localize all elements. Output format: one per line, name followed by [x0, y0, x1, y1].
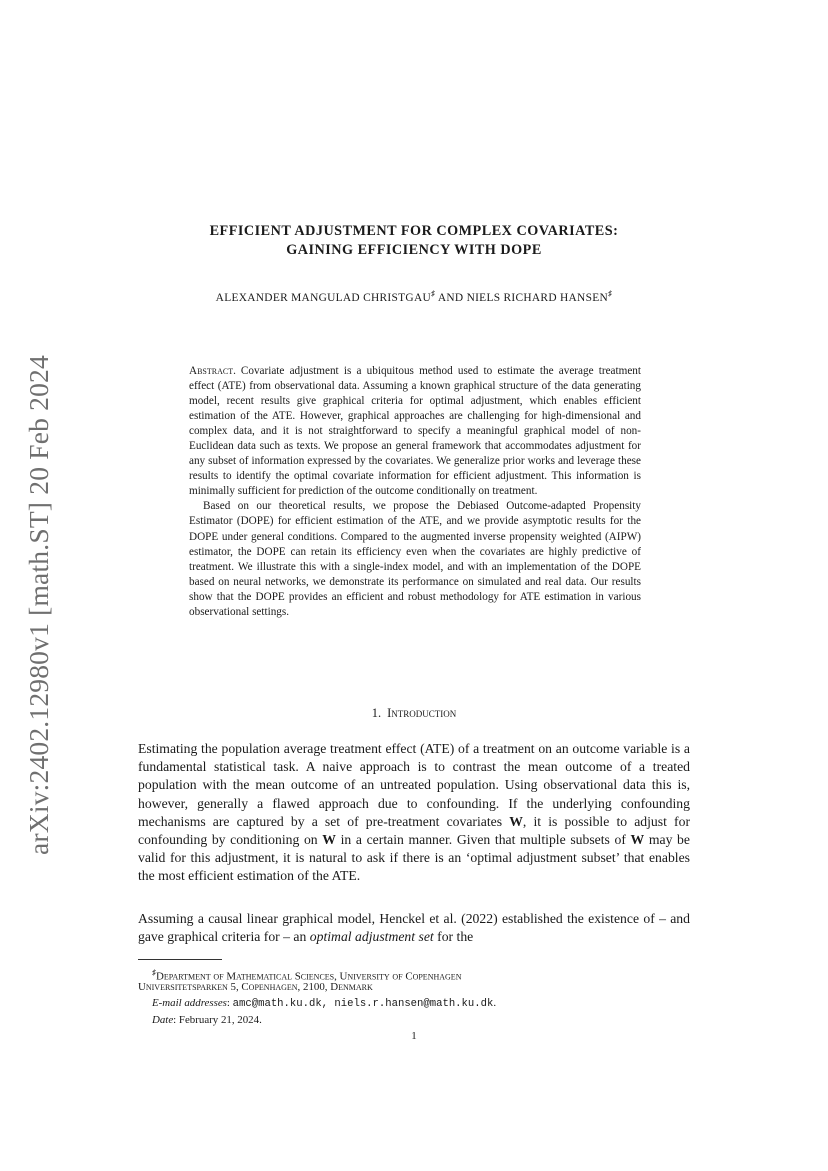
intro-paragraph-1 [138, 740, 690, 886]
email-addresses: amc@math.ku.dk, niels.r.hansen@math.ku.dk [232, 998, 494, 1010]
paper-title-line-2: GAINING EFFICIENCY WITH DOPE [286, 242, 542, 258]
intro-text: Estimating the population average treatment effect (ATE) of a treatment on an outcome variable is a fundamental statistical task. A naive approach is to contrast the mean outcome of a treated population with the mean outcome of an untreated population. Using observational data this is, however, generally a flawed approach due to confounding. If the underlying confounding mechanisms are captured by a set of pre-treatment covariates [138, 741, 690, 829]
abstract [189, 364, 641, 620]
footnote-rule [138, 959, 222, 960]
intro-text: , it is possible to adjust for confounding by conditioning on [138, 813, 690, 848]
intro-paragraph-2 [138, 910, 690, 946]
emphasis-text: optimal adjustment set [309, 929, 434, 945]
email-label: E-mail addresses [152, 997, 227, 1009]
math-symbol-w: W [509, 813, 523, 829]
page-number: 1 [411, 1030, 417, 1042]
abstract-paragraph-2: Based on our theoretical results, we propose the Debiased Outcome-adapted Propensity Estimator (DOPE) for efficient estimation of the ATE, and we provide asymptotic results for the DOPE under general conditions. Compared to the augmented inverse propensity weighted (AIPW) estimator, the DOPE can retain its efficiency even when the covariates are highly predictive of treatment. We illustrate this with a single-index model, and with an implementation of the DOPE based on neural networks, we demonstrate its performance on simulated and real data. Our results show that the DOPE provides an efficient and robust methodology for ATE estimation in various observational settings. [189, 500, 641, 618]
author-1: ALEXANDER MANGULAD CHRISTGAU [215, 291, 431, 304]
intro-text: for the [433, 929, 474, 945]
intro-text: Assuming a causal linear graphical model, Henckel et al. (2022) established the existence of – and gave graphical criteria for – an [138, 911, 690, 945]
email-end: . [493, 997, 497, 1009]
intro-text: may be valid for this adjustment, it is natural to ask if there is an ‘optimal adjustment subset’ that enables the most efficient estimation of the ATE. [138, 832, 690, 884]
abstract-text-1: Covariate adjustment is a ubiquitous method used to estimate the average treatment effect (ATE) from observational data. Assuming a known graphical structure of the data generating model, recent results give graphical criteria for optimal adjustment, which enables efficient estimation of the ATE. However, graphical approaches are challenging for high-dimensional and complex data, and it is not straightforward to specify a meaningful graphical model of non-Euclidean data such as texts. We propose an general framework that accommodates adjustment for any subset of information expressed by the covariates. We generalize prior works and leverage these results to identify the optimal covariate information for efficient adjustment. This information is minimally sufficient for prediction of the outcome conditionally on treatment. [189, 365, 641, 498]
footnote-email [138, 996, 712, 1012]
affiliation-mark: ♯ [608, 289, 613, 298]
email-separator: : [226, 997, 233, 1009]
author-2: NIELS RICHARD HANSEN [466, 291, 608, 304]
math-symbol-w: W [630, 832, 645, 848]
footnote-affiliation-line-2: Universitetsparken 5, Copenhagen, 2100, Denmark [138, 981, 373, 993]
arxiv-stamp [18, 350, 60, 860]
author-conjunction: AND [435, 291, 467, 304]
date-label: Date [152, 1014, 174, 1026]
date-value: : February 21, 2024. [173, 1014, 262, 1026]
section-number: 1. [371, 706, 382, 720]
abstract-heading: Abstract. [189, 365, 236, 377]
abstract-paragraph-1 [189, 364, 641, 499]
arxiv-stamp-text: arXiv:2402.12980v1 [math.ST] 20 Feb 2024 [23, 355, 54, 855]
footnote-date [138, 1013, 712, 1028]
author-line [0, 289, 828, 304]
section-name: Introduction [387, 706, 457, 720]
affiliation-text: Department of Mathematical Sciences, University of Copenhagen [156, 970, 462, 983]
affiliation-mark: ♯ [152, 968, 156, 977]
affiliation-mark: ♯ [431, 289, 436, 298]
math-symbol-w: W [322, 832, 336, 848]
section-heading [0, 706, 828, 721]
intro-text: in a certain manner. Given that multiple subsets of [335, 832, 631, 848]
paper-title-line-1: EFFICIENT ADJUSTMENT FOR COMPLEX COVARIATES: [209, 223, 619, 239]
